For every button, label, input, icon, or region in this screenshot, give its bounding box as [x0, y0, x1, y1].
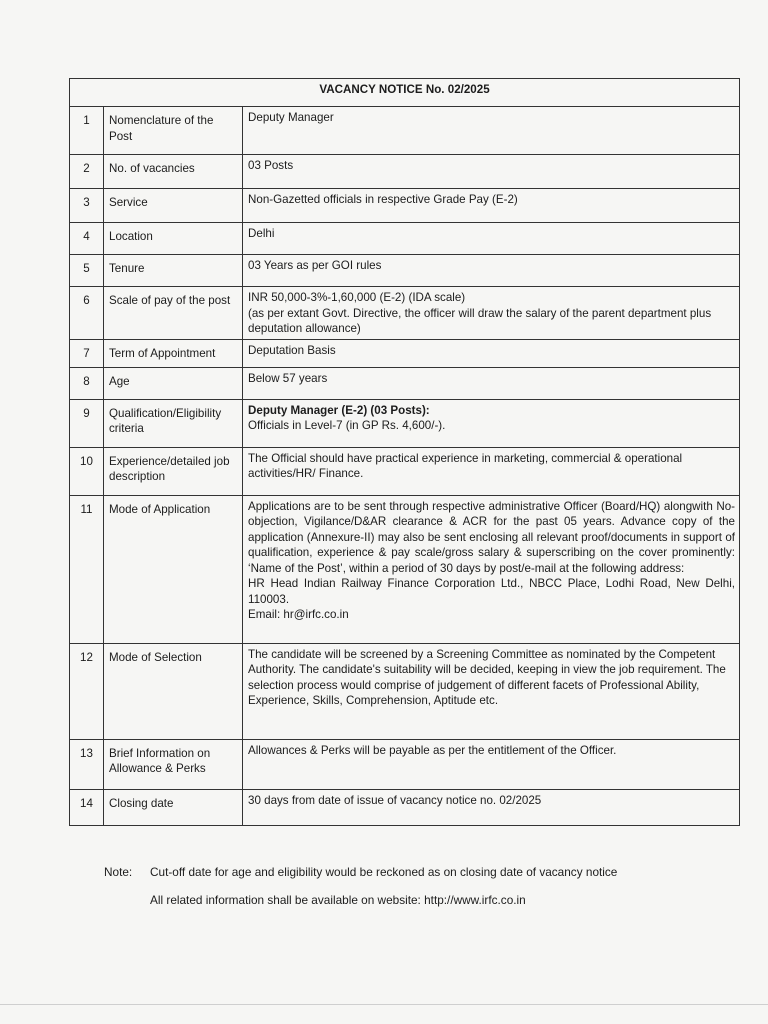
table-row	[70, 643, 740, 739]
table-row	[70, 495, 740, 643]
row-number: 3	[70, 189, 104, 223]
table-row	[70, 399, 740, 447]
row-label: Location	[104, 223, 243, 255]
value-line: The Official should have practical experience in marketing, commercial & operational activities/HR/ Finance.	[248, 451, 683, 480]
table-row	[70, 447, 740, 495]
value-line: INR 50,000-3%-1,60,000 (E-2) (IDA scale)	[248, 291, 466, 304]
value-line: 30 days from date of issue of vacancy notice no. 02/2025	[248, 793, 542, 807]
table-row	[70, 789, 740, 825]
row-number: 8	[70, 367, 104, 399]
row-number: 13	[70, 739, 104, 789]
row-number: 4	[70, 223, 104, 255]
row-number: 11	[70, 495, 104, 643]
row-value	[243, 189, 740, 223]
row-value	[243, 367, 740, 399]
table-row	[70, 739, 740, 789]
value-line: (as per extant Govt. Directive, the officer will draw the salary of the parent department plus deputation allowance)	[248, 306, 712, 335]
website-info: All related information shall be available on website: http://www.irfc.co.in	[150, 893, 526, 907]
row-value	[243, 495, 740, 643]
table-row	[70, 255, 740, 287]
row-value	[243, 399, 740, 447]
value-line: Deputation Basis	[248, 343, 336, 357]
value-line: Deputy Manager	[248, 111, 334, 124]
row-value	[243, 739, 740, 789]
value-line: Below 57 years	[248, 371, 328, 385]
row-label: Experience/detailed job description	[104, 447, 243, 495]
value-line: HR Head Indian Railway Finance Corporation Ltd., NBCC Place, Lodhi Road, New Delhi, 110003.	[248, 577, 735, 606]
note-label: Note:	[104, 865, 133, 879]
table-row	[70, 367, 740, 399]
row-number: 9	[70, 399, 104, 447]
row-label: Nomenclature of the Post	[104, 107, 243, 155]
row-number: 10	[70, 447, 104, 495]
footnote	[104, 865, 617, 879]
note-text: Cut-off date for age and eligibility would be reckoned as on closing date of vacancy notice	[150, 865, 618, 879]
row-value	[243, 447, 740, 495]
row-label: Closing date	[104, 789, 243, 825]
row-label: Service	[104, 189, 243, 223]
vacancy-notice-table	[69, 78, 740, 826]
value-line: Applications are to be sent through respective administrative Officer (Board/HQ) alongwith No-objection, Vigilance/D&AR clearance & ACR for the past 05 years. Advance copy of the application (Annexure-II) may also be sent enclosing all relevant proof/documents in support of qualification, experience & pay scale/gross salary & superscribing on the cover prominently: ‘Name of the Post’, within a period of 30 days by post/e-mail at the following address:	[248, 499, 735, 575]
row-value	[243, 287, 740, 340]
row-number: 1	[70, 107, 104, 155]
value-line: 03 Posts	[248, 159, 294, 172]
row-value	[243, 789, 740, 825]
value-line: The candidate will be screened by a Screening Committee as nominated by the Competent Authority. The candidate's suitability will be decided, keeping in view the job requirement. The selection process would comprise of judgement of different facets of Professional Ability, Experience, Skills, Comprehension, Aptitude etc.	[248, 647, 726, 707]
row-number: 2	[70, 155, 104, 189]
row-value	[243, 643, 740, 739]
value-line: Email: hr@irfc.co.in	[248, 608, 349, 621]
notice-rows	[70, 107, 740, 826]
value-line: 03 Years as per GOI rules	[248, 259, 382, 272]
notice-title: VACANCY NOTICE No. 02/2025	[70, 79, 740, 107]
table-row	[70, 107, 740, 155]
value-heading: Deputy Manager (E-2) (03 Posts):	[248, 403, 430, 417]
row-number: 7	[70, 339, 104, 367]
page-edge-divider	[0, 1004, 768, 1005]
row-label: No. of vacancies	[104, 155, 243, 189]
row-number: 14	[70, 789, 104, 825]
row-label: Mode of Selection	[104, 643, 243, 739]
table-row	[70, 339, 740, 367]
row-label: Scale of pay of the post	[104, 287, 243, 340]
table-row	[70, 287, 740, 340]
table-row	[70, 155, 740, 189]
row-value	[243, 155, 740, 189]
row-label: Qualification/Eligibility criteria	[104, 399, 243, 447]
value-line: Allowances & Perks will be payable as per the entitlement of the Officer.	[248, 743, 617, 757]
row-number: 12	[70, 643, 104, 739]
row-value	[243, 107, 740, 155]
value-line: Non-Gazetted officials in respective Grade Pay (E-2)	[248, 193, 518, 206]
row-label: Brief Information on Allowance & Perks	[104, 739, 243, 789]
row-value	[243, 255, 740, 287]
value-line: Officials in Level-7 (in GP Rs. 4,600/-).	[248, 419, 446, 432]
table-row	[70, 223, 740, 255]
row-label: Term of Appointment	[104, 339, 243, 367]
row-value	[243, 223, 740, 255]
row-label: Mode of Application	[104, 495, 243, 643]
row-number: 5	[70, 255, 104, 287]
table-row	[70, 189, 740, 223]
value-line: Delhi	[248, 227, 275, 240]
row-number: 6	[70, 287, 104, 340]
row-value	[243, 339, 740, 367]
row-label: Age	[104, 367, 243, 399]
row-label: Tenure	[104, 255, 243, 287]
